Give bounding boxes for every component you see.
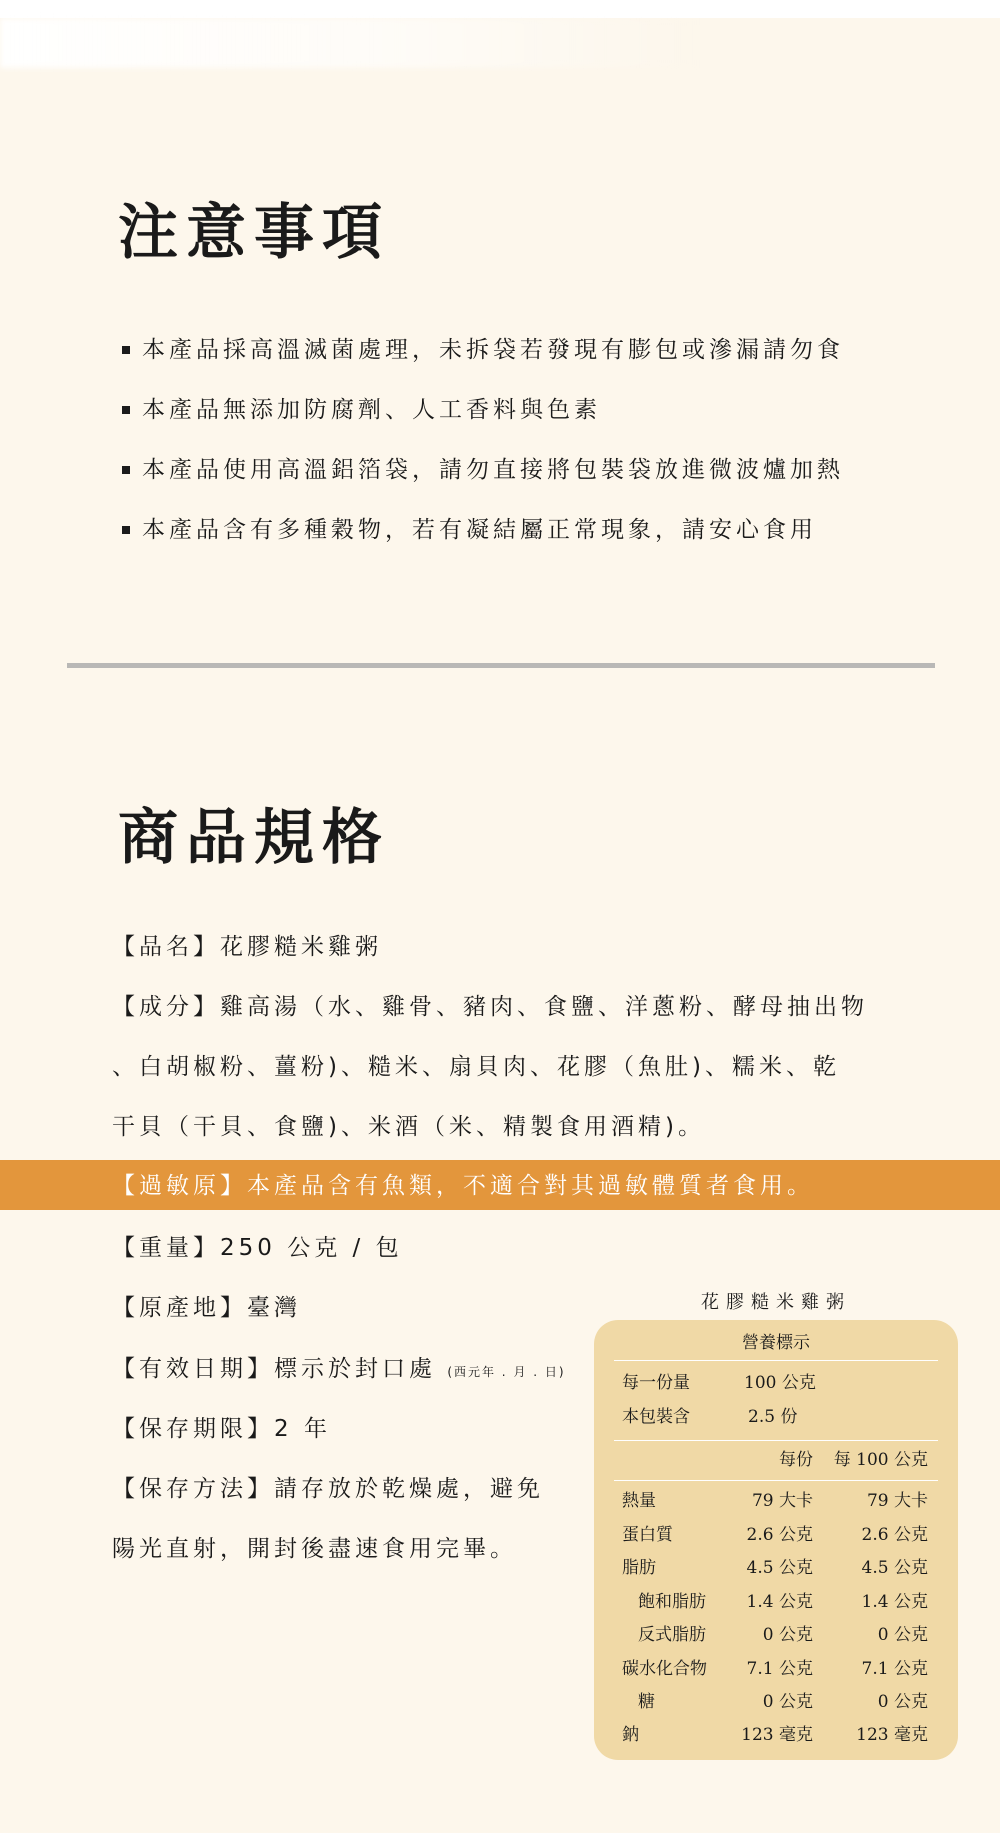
storage-line: 【保存方法】請存放於乾燥處，避免 bbox=[112, 1476, 544, 1502]
notice-item-text: 本產品無添加防腐劑、人工香料與色素 bbox=[142, 397, 601, 423]
serving-size-label: 每一份量 bbox=[622, 1373, 690, 1393]
expiry-line bbox=[112, 1350, 566, 1383]
ingredients-line: 、白胡椒粉、薑粉)、糙米、扇貝肉、花膠（魚肚)、糯米、乾 bbox=[112, 1054, 840, 1080]
nutrient-per-100g: 1.4 公克 bbox=[861, 1592, 928, 1612]
nutrient-per-100g: 4.5 公克 bbox=[861, 1558, 928, 1578]
nutrient-name: 脂肪 bbox=[622, 1558, 656, 1578]
nutrient-per-100g: 0 公克 bbox=[877, 1692, 928, 1712]
nutrient-per-serving: 1.4 公克 bbox=[746, 1592, 813, 1612]
nutrition-column-headers bbox=[594, 1445, 958, 1475]
notice-item bbox=[122, 380, 844, 440]
nutrient-row bbox=[594, 1520, 958, 1550]
serving-size-row bbox=[594, 1368, 958, 1398]
top-white-band bbox=[0, 0, 1000, 18]
nutrient-row bbox=[594, 1620, 958, 1650]
nutrient-name: 糖 bbox=[638, 1692, 655, 1712]
nutrient-name: 鈉 bbox=[622, 1725, 639, 1745]
nutrition-divider bbox=[614, 1480, 938, 1481]
per-100g-header: 每 100 公克 bbox=[833, 1450, 928, 1470]
shelf-life-line: 【保存期限】2 年 bbox=[112, 1416, 331, 1442]
bullet-icon bbox=[122, 526, 130, 534]
nutrient-row bbox=[594, 1553, 958, 1583]
ingredients-line: 【成分】雞高湯（水、雞骨、豬肉、食鹽、洋蔥粉、酵母抽出物 bbox=[112, 994, 868, 1020]
per-serving-header: 每份 bbox=[779, 1450, 813, 1470]
servings-per-package-value: 2.5 份 bbox=[748, 1407, 798, 1427]
nutrition-title: 營養標示 bbox=[742, 1333, 810, 1353]
nutrition-panel bbox=[594, 1320, 958, 1760]
bullet-icon bbox=[122, 346, 130, 354]
servings-per-package-row bbox=[594, 1402, 958, 1432]
nutrient-row bbox=[594, 1654, 958, 1684]
nutrient-row bbox=[594, 1687, 958, 1717]
brush-stroke-decoration bbox=[0, 18, 700, 68]
spec-title: 商品規格 bbox=[118, 803, 390, 873]
bullet-icon bbox=[122, 466, 130, 474]
nutrient-per-100g: 2.6 公克 bbox=[861, 1525, 928, 1545]
nutrient-per-serving: 4.5 公克 bbox=[746, 1558, 813, 1578]
nutrient-row bbox=[594, 1720, 958, 1750]
nutrient-per-serving: 0 公克 bbox=[762, 1625, 813, 1645]
expiry-format-note: (西元年 . 月 . 日) bbox=[447, 1365, 566, 1379]
weight-line: 【重量】250 公克 / 包 bbox=[112, 1235, 403, 1261]
nutrient-name: 蛋白質 bbox=[622, 1525, 673, 1545]
nutrition-divider bbox=[614, 1440, 938, 1441]
nutrition-divider bbox=[614, 1360, 938, 1361]
nutrient-per-serving: 79 大卡 bbox=[751, 1491, 813, 1511]
notice-item bbox=[122, 320, 844, 380]
serving-size-value: 100 公克 bbox=[744, 1373, 816, 1393]
nutrient-per-100g: 123 毫克 bbox=[856, 1725, 928, 1745]
nutrient-name: 熱量 bbox=[622, 1491, 656, 1511]
nutrient-name: 反式脂肪 bbox=[638, 1625, 706, 1645]
nutrient-per-serving: 2.6 公克 bbox=[746, 1525, 813, 1545]
nutrient-name: 碳水化合物 bbox=[622, 1659, 707, 1679]
storage-line: 陽光直射，開封後盡速食用完畢。 bbox=[112, 1536, 517, 1562]
notice-item-text: 本產品使用高溫鋁箔袋，請勿直接將包裝袋放進微波爐加熱 bbox=[142, 457, 844, 483]
servings-per-package-label: 本包裝含 bbox=[622, 1407, 690, 1427]
allergen-line: 【過敏原】本產品含有魚類，不適合對其過敏體質者食用。 bbox=[112, 1173, 814, 1199]
nutrient-per-serving: 7.1 公克 bbox=[746, 1659, 813, 1679]
nutrient-row bbox=[594, 1486, 958, 1516]
notice-list bbox=[122, 320, 844, 560]
notice-item-text: 本產品含有多種穀物，若有凝結屬正常現象，請安心食用 bbox=[142, 517, 817, 543]
nutrient-per-100g: 79 大卡 bbox=[866, 1491, 928, 1511]
notice-item-text: 本產品採高溫滅菌處理，未拆袋若發現有膨包或滲漏請勿食 bbox=[142, 337, 844, 363]
bullet-icon bbox=[122, 406, 130, 414]
product-name-line: 【品名】花膠糙米雞粥 bbox=[112, 934, 382, 960]
notice-item bbox=[122, 500, 844, 560]
section-divider bbox=[67, 663, 935, 668]
notice-title: 注意事項 bbox=[118, 198, 390, 268]
expiry-text: 【有效日期】標示於封口處 bbox=[112, 1356, 436, 1382]
nutrient-per-serving: 123 毫克 bbox=[741, 1725, 813, 1745]
nutrient-name: 飽和脂肪 bbox=[638, 1592, 706, 1612]
nutrition-caption: 花膠糙米雞粥 bbox=[701, 1292, 851, 1313]
nutrient-per-serving: 0 公克 bbox=[762, 1692, 813, 1712]
ingredients-line: 干貝（干貝、食鹽)、米酒（米、精製食用酒精)。 bbox=[112, 1114, 705, 1140]
nutrient-per-100g: 7.1 公克 bbox=[861, 1659, 928, 1679]
nutrient-row bbox=[594, 1587, 958, 1617]
nutrient-per-100g: 0 公克 bbox=[877, 1625, 928, 1645]
notice-item bbox=[122, 440, 844, 500]
origin-line: 【原產地】臺灣 bbox=[112, 1295, 301, 1321]
